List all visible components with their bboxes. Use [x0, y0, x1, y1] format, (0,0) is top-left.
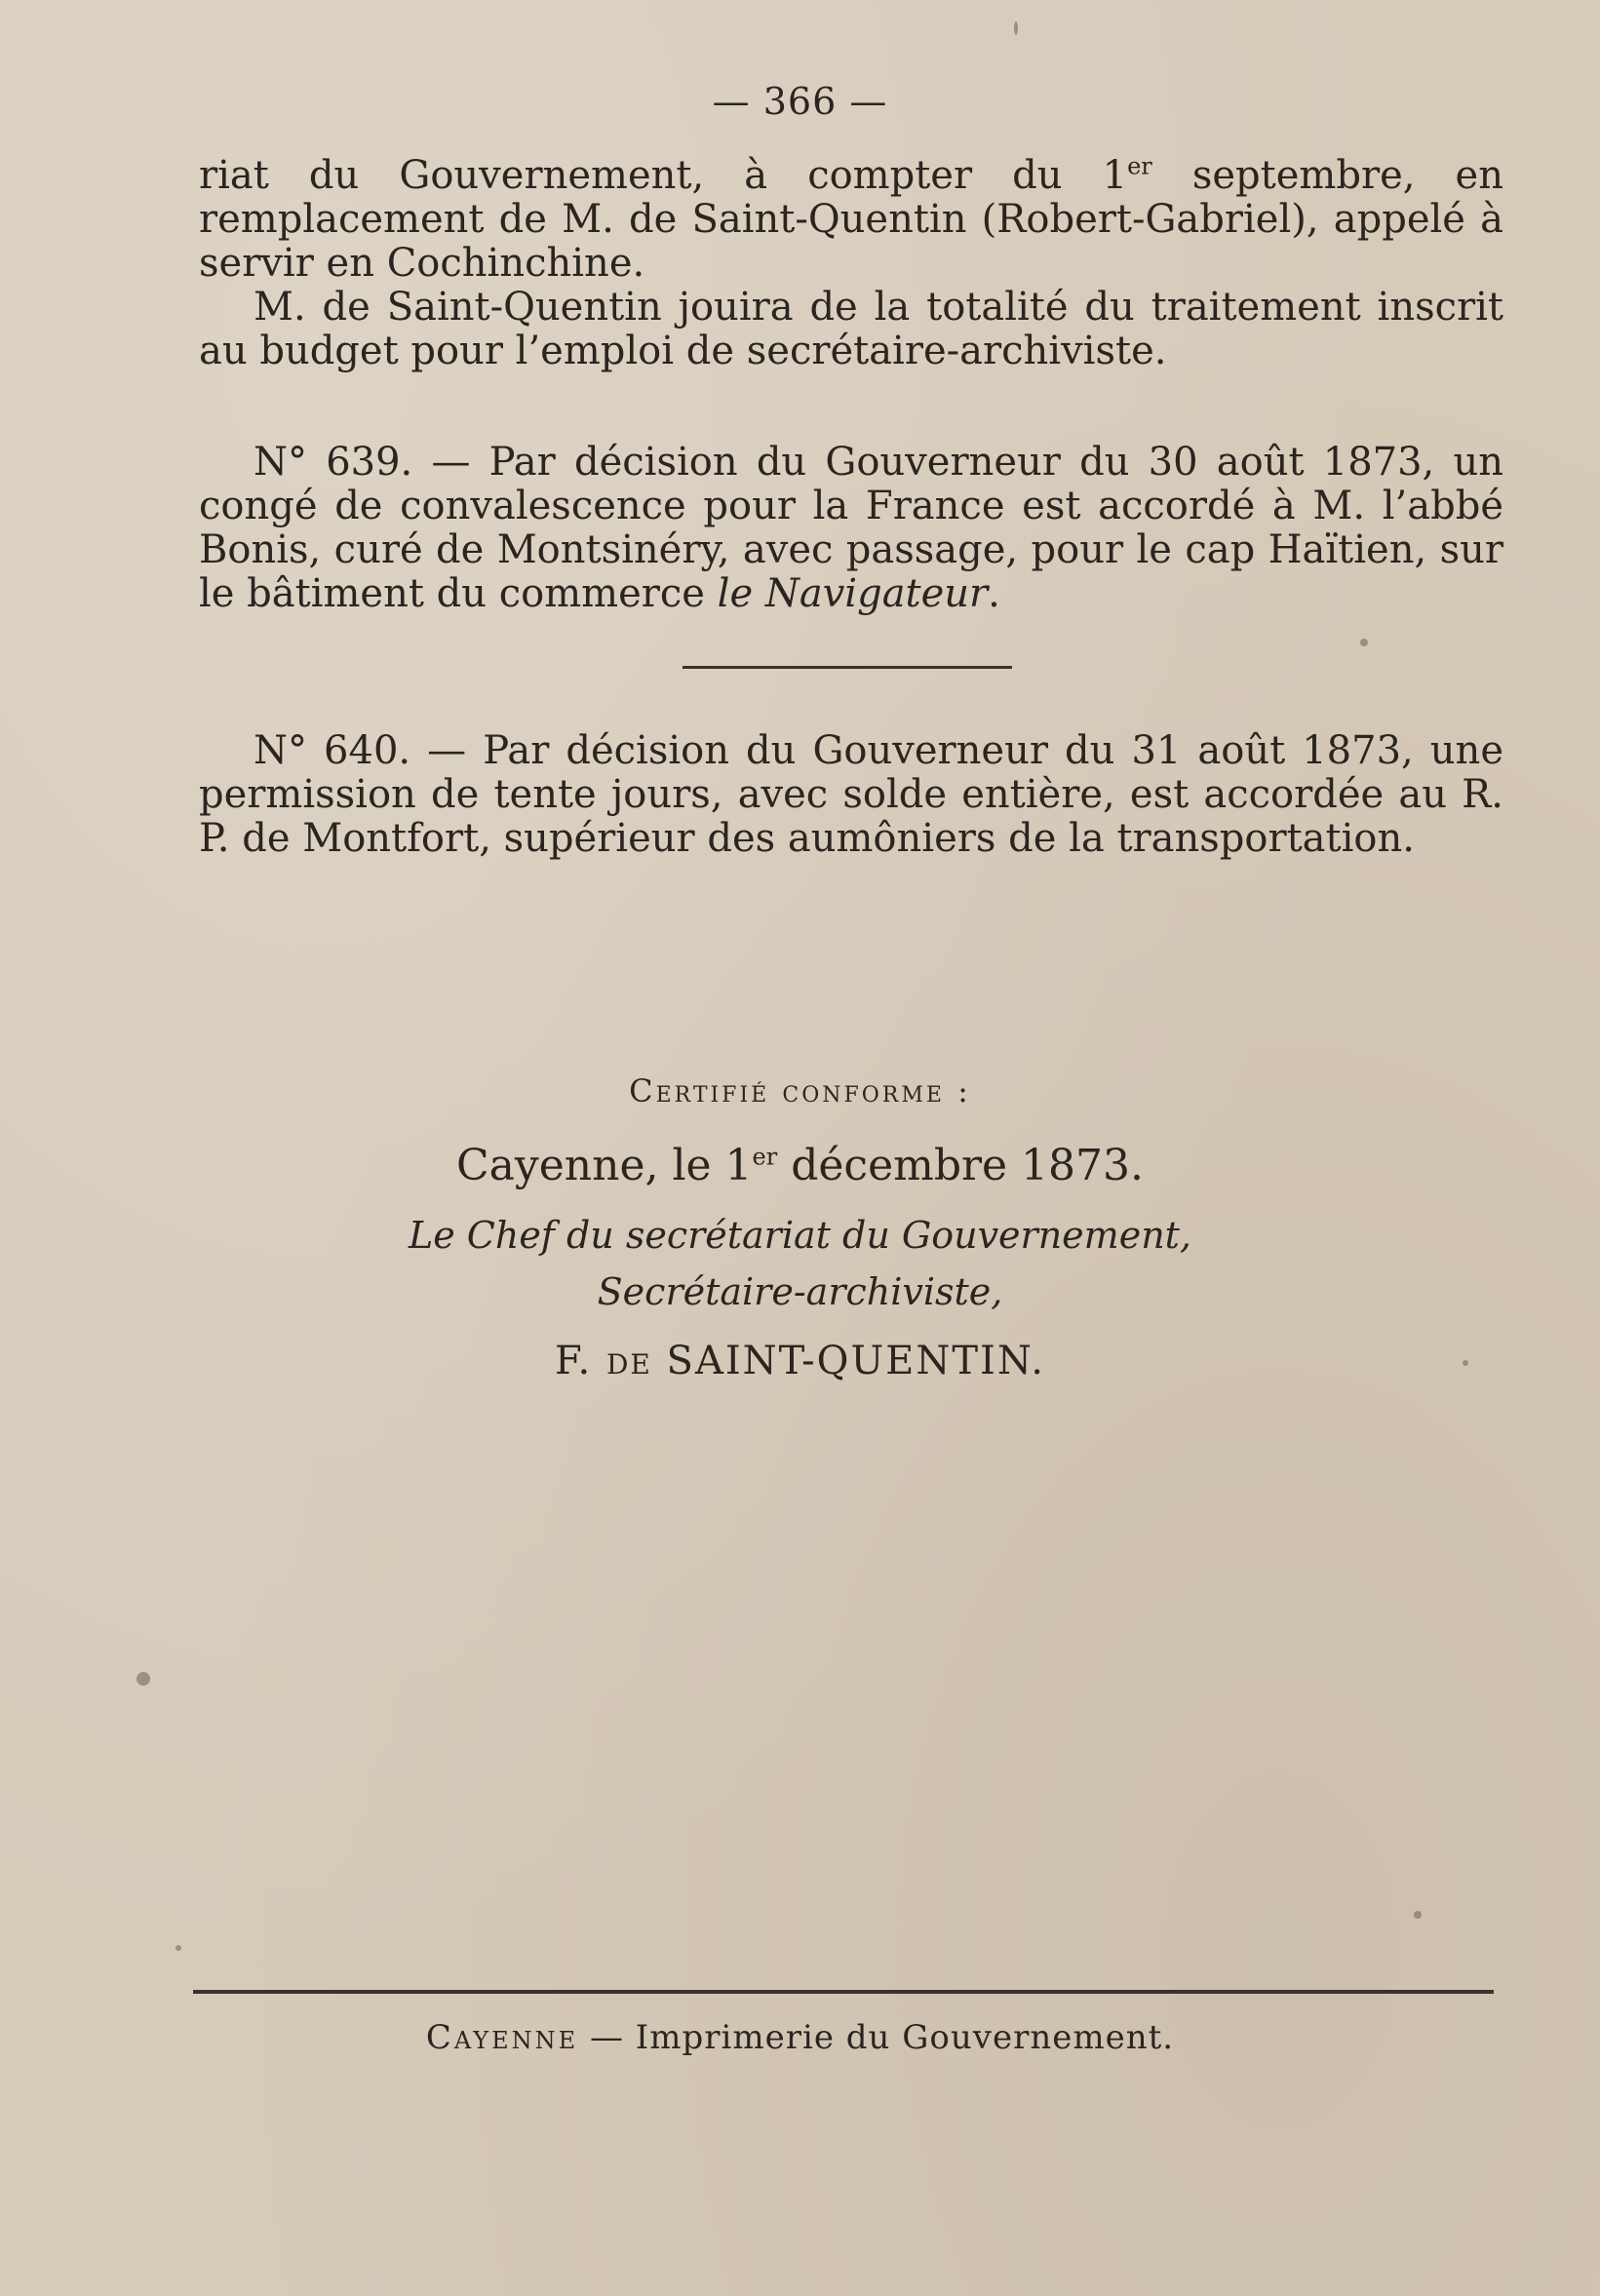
entry-639 [199, 441, 1503, 616]
ship-name: le Navigateur [717, 571, 989, 616]
entry-640-text: N° 640. — Par décision du Gouverneur du 31 août 1873, une permission de tente jours, avec solde entière, est accordée au R. P. de Montfort, supérieur des aumôniers de la transportation. [199, 728, 1503, 861]
text-fragment: F. [554, 1339, 606, 1383]
paper-speck [176, 1945, 181, 1951]
superscript: er [752, 1143, 778, 1171]
page-number: — 366 — [712, 80, 888, 123]
certification-heading: Certifié conforme : [629, 1072, 971, 1109]
paper-speck [1014, 21, 1018, 35]
section-divider [683, 666, 1012, 669]
certification-date [0, 1141, 1600, 1190]
footer-rule [193, 1990, 1494, 1994]
superscript: er [1127, 152, 1152, 180]
continuation-paragraph [199, 154, 1503, 286]
imprint-printer: Imprimerie du Gouvernement. [635, 2018, 1175, 2057]
imprint-city: Cayenne [425, 2018, 579, 2057]
continuation-paragraph-2: M. de Saint-Quentin jouira de la totalité du traitement inscrit au budget pour l’emploi de secrétaire-archiviste. [199, 285, 1503, 373]
entry-640 [199, 729, 1503, 861]
text-fragment: septembre, en remplacement de M. de Saint-Quentin (Robert-Gabriel), appelé à servir en Cochinchine. [199, 153, 1503, 286]
name-particle: DE [605, 1348, 652, 1381]
signatory-title: Secrétaire-archiviste, [597, 1270, 1003, 1313]
signatory-role: Le Chef du secrétariat du Gouvernement, [408, 1214, 1192, 1257]
paper-speck [137, 1672, 150, 1686]
text-fragment: SAINT-QUENTIN. [651, 1339, 1046, 1383]
text-fragment: Cayenne, le 1 [455, 1141, 753, 1190]
signatory-name [0, 1339, 1600, 1383]
printer-imprint [0, 2018, 1600, 2057]
paper-speck [1414, 1911, 1422, 1919]
text-fragment: riat du Gouvernement, à compter du 1 [199, 153, 1128, 198]
entry-639-text [199, 441, 1503, 616]
continuation-section [199, 154, 1503, 373]
text-fragment: — [578, 2018, 636, 2057]
text-fragment: N° 639. — Par décision du Gouverneur du 30 août 1873, un congé de convalescence pour la France est accordé à M. l’abbé Bonis, curé de Montsinéry, avec passage, pour le cap Haïtien, sur le bâtiment du commerce [199, 440, 1503, 616]
paper-speck [1360, 639, 1368, 646]
text-fragment: décembre 1873. [777, 1141, 1145, 1190]
text-fragment: . [988, 571, 1000, 616]
